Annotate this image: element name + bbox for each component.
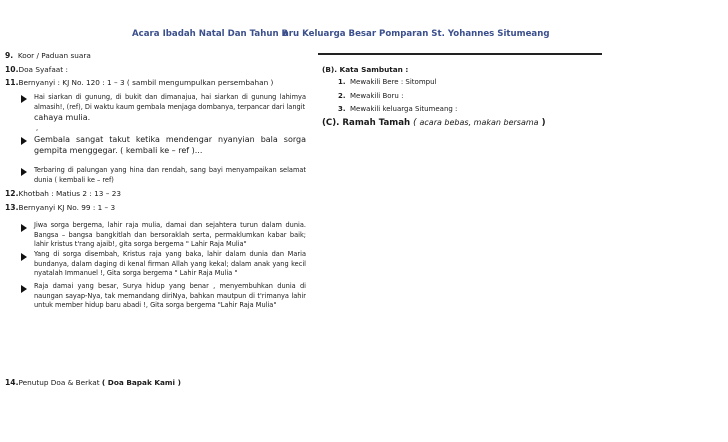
item-9: 9. Koor / Paduan suara [5, 51, 91, 60]
title-right: aru Keluarga Besar Pomparan St. Yohannes Situmeang [283, 29, 550, 39]
section-c-heading: (C). Ramah Tamah ( acara bebas, makan bersama ) [322, 118, 546, 128]
verse-1-end: cahaya mulia. [34, 113, 91, 122]
verse-2: Gembala sangat takut ketika mendengar nyanyian bala sorga gempita menggegar. ( kembali ke – ref )... [34, 135, 306, 155]
item-12: 12.Khotbah : Matius 2 : 13 – 23 [5, 189, 122, 198]
speaker-num: 1. [338, 78, 346, 86]
speaker-2: Mewakili Boru : [350, 92, 404, 100]
item-11: 11.Bernyanyi : KJ No. 120 : 1 – 3 ( sambil mengumpulkan persembahan ) [5, 78, 274, 87]
verse-3: Terbaring di palungan yang hina dan rendah, sang bayi menyampaikan selamat dunia ( kembali ke – ref) [34, 166, 306, 184]
song-verse-1: Jiwa sorga bergema, lahir raja mulia, damai dan sejahtera turun dalam dunia. Bangsa – bangsa bangkitlah dan bersoraklah serta, permaklumkan kabar baik; lahir kristus t'rang ajaib!, gita sorga bergema " Lahir Raja Mulia" [34, 221, 306, 249]
speaker-3: Mewakili keluarga Situmeang : [350, 105, 458, 113]
arrow-bullet-icon [21, 95, 27, 103]
item-13: 13.Bernyanyi KJ No. 99 : 1 – 3 [5, 203, 116, 212]
speaker-num: 3. [338, 105, 346, 113]
item-14: 14.Penutup Doa & Berkat ( Doa Bapak Kami ) [5, 378, 181, 387]
arrow-bullet-icon [21, 137, 27, 145]
verse-1: Hai siarkan di gunung, di bukit dan dimanajua, hai siarkan di gunung lahimya almasih!, (ref), Di waktu kaum gembala menjaga dombanya, terpancar dari langit [34, 93, 306, 111]
song-verse-2: Yang di sorga disembah, Kristus raja yang baka, lahir dalam dunia dan Maria bundanya, dalam daging di kenal firman Allah yang kekal; dalam anak yang kecil nyatalah Immanuel !, Gita sorga bergema " Lahir Raja Mulia " [34, 250, 306, 278]
speaker-num: 2. [338, 92, 346, 100]
title-left: Acara Ibadah Natal Dan Tahun B [132, 29, 289, 39]
divider-line [318, 53, 602, 55]
arrow-bullet-icon [21, 253, 27, 261]
song-verse-3: Raja damai yang besar, Surya hidup yang benar , menyembuhkan dunia di naungan sayap-Nya, tak memandang diriNya, bahkan mautpun di t'rimanya lahir untuk member hidup baru abadi !, Gita sorga bergema "Lahir Raja Mulia" [34, 282, 306, 310]
verse-1-comma: , [36, 124, 39, 132]
section-b-heading: (B). Kata Sambutan : [322, 65, 409, 74]
item-10: 10.Doa Syafaat : [5, 65, 68, 74]
arrow-bullet-icon [21, 224, 27, 232]
speaker-1: Mewakili Bere : Sitompul [350, 78, 437, 86]
arrow-bullet-icon [21, 168, 27, 176]
arrow-bullet-icon [21, 285, 27, 293]
